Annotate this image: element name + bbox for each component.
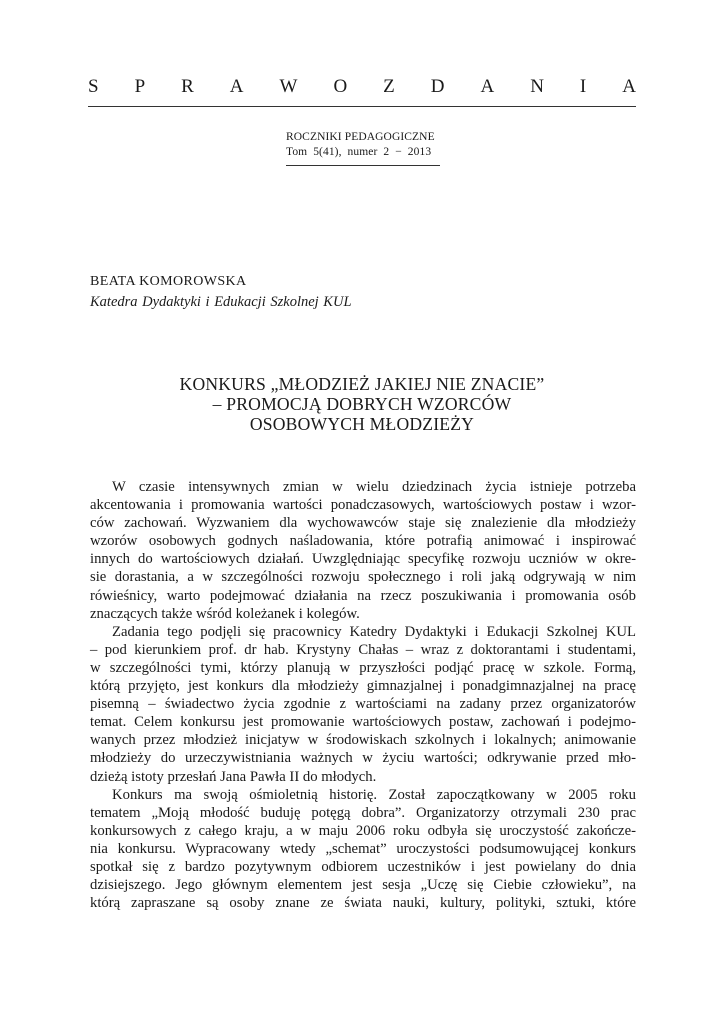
section-letter: O — [333, 76, 348, 97]
section-letter: N — [530, 76, 544, 97]
journal-volume: Tom 5(41), numer 2 − 2013 — [286, 146, 432, 158]
body-line: wzorów osobowych godnych naśladowania, które potrafią animować i inspirować — [90, 533, 636, 550]
title-line: KONKURS „MŁODZIEŻ JAKIEJ NIE ZNACIE” — [179, 374, 545, 394]
body-line: nia konkursu. Wypracowany wtedy „schemat” uroczystości podsumowującej konkurs — [90, 840, 636, 857]
body-line: Konkurs ma swoją ośmioletnią historię. Został zapoczątkowany w 2005 roku — [112, 786, 636, 803]
section-letter: I — [579, 76, 587, 97]
body-line: w szczególności tymi, którzy planują w przyszłości podjąć pracę w szkole. Formą, — [90, 659, 636, 676]
body-line: Zadania tego podjęli się pracownicy Katedry Dydaktyki i Edukacji Szkolnej KUL — [112, 623, 636, 640]
article-title — [88, 374, 636, 434]
body-line: – pod kierunkiem prof. dr hab. Krystyny Chałas – wraz z doktorantami i studentami, — [90, 641, 636, 658]
body-line: pisemną – świadectwo życia zgodnie z wartościami na zadany przez organizatorów — [90, 696, 636, 713]
body-line: dzieżą istoty przesłań Jana Pawła II do młodych. — [90, 768, 377, 785]
section-letter: A — [229, 76, 244, 97]
journal-name: ROCZNIKI PEDAGOGICZNE — [286, 131, 435, 143]
section-heading — [88, 76, 636, 98]
body-line: akcentowania i promowania wartości ponadczasowych, wartościowych postaw i wzor- — [90, 497, 636, 514]
body-line: W czasie intensywnych zmian w wielu dziedzinach życia istnieje potrzeba — [112, 479, 636, 495]
section-letter: Z — [383, 76, 395, 97]
article-body — [90, 478, 636, 912]
section-letter: A — [622, 76, 636, 97]
body-line: tematem „Moją młodość buduję potęgą dobra”. Organizatorzy otrzymali 230 prac — [90, 804, 636, 821]
author-name: BEATA KOMOROWSKA — [90, 274, 247, 289]
body-line: młodzieży do urzeczywistniania ważnych w życiu wartości; odkrywanie przed mło- — [90, 750, 636, 767]
body-line: spotkał się z bardzo pozytywnym odbiorem uczestników i jest powielany do dnia — [90, 858, 636, 875]
title-line: – PROMOCJĄ DOBRYCH WZORCÓW — [212, 394, 512, 414]
section-letter: R — [181, 76, 194, 97]
section-letter: P — [134, 76, 146, 97]
author-affiliation: Katedra Dydaktyki i Edukacji Szkolnej KUL — [90, 294, 352, 310]
body-line: sie dorastania, a w szczególności rozwoju społecznego i roli jaką odgrywają w nim — [90, 569, 636, 586]
body-line: dzisiejszego. Jego głównym elementem jest sesja „Uczę się Ciebie człowieku”, na — [90, 877, 636, 894]
body-line: temat. Celem konkursu jest promowanie wartościowych postaw, zachowań i podejmo- — [90, 714, 636, 731]
section-letter: S — [88, 76, 99, 97]
body-line: konkursowych z całego kraju, a w maju 2006 roku odbyła się uroczystość zakończe- — [90, 822, 636, 839]
title-line: OSOBOWYCH MŁODZIEŻY — [249, 414, 475, 434]
section-divider — [88, 106, 636, 107]
body-line: wanych przez młodzież inicjatyw w środowiskach szkolnych i lokalnych; animowanie — [90, 732, 636, 749]
body-line: znaczących także wśród koleżanek i kolegów. — [90, 605, 360, 622]
body-line: którą zapraszane są osoby znane ze świata nauki, kultury, polityki, sztuki, które — [90, 895, 636, 912]
journal-divider — [286, 165, 440, 166]
body-line: ców zachowań. Wyzwaniem dla wychowawców staje się znalezienie dla młodzieży — [90, 515, 636, 532]
section-letter: D — [430, 76, 445, 97]
body-line: innych do wartościowych działań. Uwzględniając specyfikę rozwoju uczniów w okre- — [90, 551, 636, 568]
body-line: rówieśnicy, warto podejmować działania na rzecz poszukiwania i promowania osób — [90, 587, 636, 604]
section-letter: W — [279, 76, 298, 97]
journal-info — [286, 130, 435, 160]
body-line: którą przyjęto, jest konkurs dla młodzieży gimnazjalnej i ponadgimnazjalnej na pracę — [90, 678, 636, 695]
section-letter: A — [480, 76, 495, 97]
